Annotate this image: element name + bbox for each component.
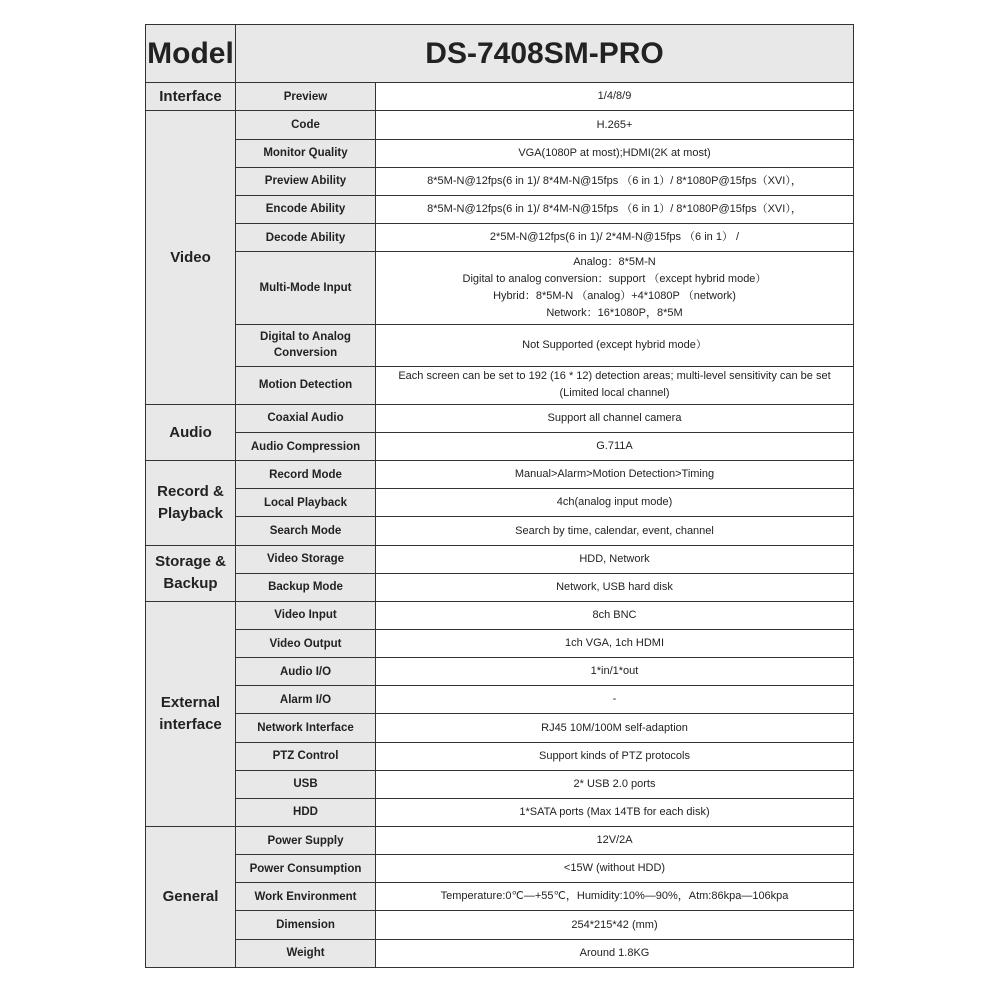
spec-value bbox=[376, 489, 854, 517]
text-line: G.711A bbox=[596, 440, 633, 453]
text-line: Coaxial Audio bbox=[267, 412, 344, 425]
text-line: RJ45 10M/100M self-adaption bbox=[541, 721, 688, 734]
text-line: 12V/2A bbox=[596, 834, 633, 847]
category-cell bbox=[146, 404, 236, 460]
spec-row bbox=[146, 601, 854, 629]
text-line: Local Playback bbox=[263, 496, 348, 509]
spec-label bbox=[236, 911, 376, 939]
spec-row bbox=[146, 111, 854, 139]
spec-label bbox=[236, 139, 376, 167]
text-line: VGA(1080P at most);HDMI(2K at most) bbox=[518, 146, 711, 159]
text-line: Video Output bbox=[269, 637, 342, 650]
spec-label bbox=[236, 111, 376, 139]
text-line: 1/4/8/9 bbox=[597, 90, 632, 103]
spec-value bbox=[376, 855, 854, 883]
spec-label bbox=[236, 686, 376, 714]
spec-label bbox=[236, 517, 376, 545]
spec-row bbox=[146, 324, 854, 366]
spec-value bbox=[376, 461, 854, 489]
spec-value bbox=[376, 167, 854, 195]
spec-row bbox=[146, 573, 854, 601]
spec-value bbox=[376, 939, 854, 967]
spec-value bbox=[376, 324, 854, 366]
text-line: Alarm I/O bbox=[279, 693, 332, 706]
spec-label bbox=[236, 855, 376, 883]
spec-label bbox=[236, 883, 376, 911]
spec-row bbox=[146, 883, 854, 911]
text-line: Analog：8*5M-N bbox=[573, 255, 656, 268]
spec-label bbox=[236, 742, 376, 770]
text-line: Digital to Analog bbox=[260, 331, 351, 344]
spec-label bbox=[236, 939, 376, 967]
text-line: Encode Ability bbox=[265, 203, 346, 216]
category-cell bbox=[146, 461, 236, 545]
text-line: Support all channel camera bbox=[547, 411, 682, 424]
text-line: <15W (without HDD) bbox=[563, 862, 666, 875]
spec-value bbox=[376, 404, 854, 432]
spec-label bbox=[236, 601, 376, 629]
spec-row bbox=[146, 827, 854, 855]
spec-value bbox=[376, 573, 854, 601]
text-line: Network, USB hard disk bbox=[556, 580, 673, 593]
spec-value bbox=[376, 742, 854, 770]
spec-row bbox=[146, 658, 854, 686]
spec-row bbox=[146, 404, 854, 432]
spec-label bbox=[236, 324, 376, 366]
spec-row bbox=[146, 461, 854, 489]
spec-value bbox=[376, 714, 854, 742]
text-line: Hybrid：8*5M-N （analog）+4*1080P （network) bbox=[493, 289, 736, 302]
spec-value bbox=[376, 83, 854, 111]
spec-label bbox=[236, 252, 376, 324]
category-cell bbox=[146, 111, 236, 404]
spec-label bbox=[236, 770, 376, 798]
spec-label bbox=[236, 658, 376, 686]
spec-label bbox=[236, 433, 376, 461]
spec-value bbox=[376, 366, 854, 404]
text-line: interface bbox=[159, 715, 222, 733]
model-label: Model bbox=[146, 25, 236, 83]
text-line: Manual>Alarm>Motion Detection>Timing bbox=[514, 468, 715, 481]
spec-label bbox=[236, 827, 376, 855]
text-line: Power Supply bbox=[267, 834, 344, 847]
text-line: USB bbox=[293, 778, 318, 791]
text-line: Video Input bbox=[274, 609, 337, 622]
text-line: Network Interface bbox=[257, 722, 354, 735]
spec-row bbox=[146, 224, 854, 252]
text-line: 1*SATA ports (Max 14TB for each disk) bbox=[519, 805, 710, 818]
header-row bbox=[146, 25, 854, 83]
model-value: DS-7408SM-PRO bbox=[236, 25, 854, 83]
text-line: 254*215*42 (mm) bbox=[571, 918, 658, 931]
spec-value bbox=[376, 630, 854, 658]
spec-value bbox=[376, 195, 854, 223]
text-line: Preview Ability bbox=[264, 175, 347, 188]
text-line: Record Mode bbox=[269, 468, 342, 481]
text-line: Audio I/O bbox=[279, 665, 332, 678]
text-line: 1*in/1*out bbox=[590, 665, 639, 678]
spec-label bbox=[236, 195, 376, 223]
spec-row bbox=[146, 686, 854, 714]
text-line: Around 1.8KG bbox=[579, 946, 650, 959]
spec-label bbox=[236, 167, 376, 195]
spec-row bbox=[146, 911, 854, 939]
spec-row bbox=[146, 139, 854, 167]
spec-row bbox=[146, 742, 854, 770]
spec-label bbox=[236, 404, 376, 432]
spec-row bbox=[146, 252, 854, 324]
spec-value bbox=[376, 601, 854, 629]
text-line: Each screen can be set to 192 (16 * 12) detection areas; multi-level sensitivity can be set bbox=[398, 370, 831, 383]
spec-label bbox=[236, 798, 376, 826]
spec-label bbox=[236, 630, 376, 658]
text-line: Record & bbox=[157, 482, 224, 500]
spec-label bbox=[236, 573, 376, 601]
text-line: Conversion bbox=[273, 347, 338, 360]
category-cell bbox=[146, 83, 236, 111]
spec-value bbox=[376, 224, 854, 252]
spec-label bbox=[236, 714, 376, 742]
text-line: Video bbox=[170, 248, 211, 266]
spec-row bbox=[146, 195, 854, 223]
spec-value bbox=[376, 827, 854, 855]
text-line: 2*5M-N@12fps(6 in 1)/ 2*4M-N@15fps （6 in 1） / bbox=[489, 231, 740, 244]
spec-value bbox=[376, 139, 854, 167]
text-line: Decode Ability bbox=[265, 231, 346, 244]
spec-row bbox=[146, 433, 854, 461]
text-line: Audio Compression bbox=[250, 440, 361, 453]
spec-value bbox=[376, 545, 854, 573]
text-line: Temperature:0℃—+55℃，Humidity:10%—90%，Atm:86kpa—106kpa bbox=[440, 890, 789, 903]
text-line: Search by time, calendar, event, channel bbox=[515, 524, 714, 537]
text-line: Search Mode bbox=[269, 525, 342, 538]
spec-row bbox=[146, 939, 854, 967]
text-line: Backup bbox=[163, 575, 218, 593]
text-line: Network：16*1080P，8*5M bbox=[546, 306, 683, 319]
spec-label bbox=[236, 366, 376, 404]
spec-value bbox=[376, 911, 854, 939]
spec-value bbox=[376, 770, 854, 798]
spec-row bbox=[146, 167, 854, 195]
text-line: Work Environment bbox=[254, 890, 357, 903]
text-line: 4ch(analog input mode) bbox=[556, 496, 673, 509]
text-line: H.265+ bbox=[596, 118, 633, 131]
category-cell bbox=[146, 827, 236, 968]
text-line: Video Storage bbox=[266, 553, 345, 566]
text-line: 2* USB 2.0 ports bbox=[573, 777, 656, 790]
spec-row bbox=[146, 855, 854, 883]
text-line: External bbox=[160, 693, 221, 711]
text-line: - bbox=[612, 693, 617, 706]
text-line: Playback bbox=[157, 504, 224, 522]
spec-value bbox=[376, 883, 854, 911]
spec-label bbox=[236, 224, 376, 252]
spec-label bbox=[236, 461, 376, 489]
text-line: Multi-Mode Input bbox=[259, 281, 352, 294]
spec-row bbox=[146, 798, 854, 826]
spec-value bbox=[376, 798, 854, 826]
spec-value bbox=[376, 433, 854, 461]
spec-row bbox=[146, 489, 854, 517]
spec-value bbox=[376, 658, 854, 686]
category-cell bbox=[146, 601, 236, 826]
text-line: 1ch VGA, 1ch HDMI bbox=[564, 637, 665, 650]
spec-row bbox=[146, 545, 854, 573]
text-line: HDD bbox=[293, 806, 318, 819]
spec-value bbox=[376, 686, 854, 714]
spec-value bbox=[376, 252, 854, 324]
spec-row bbox=[146, 517, 854, 545]
spec-label bbox=[236, 83, 376, 111]
text-line: Motion Detection bbox=[258, 379, 353, 392]
text-line: Dimension bbox=[276, 919, 335, 932]
text-line: Not Supported (except hybrid mode） bbox=[522, 338, 707, 351]
text-line: HDD, Network bbox=[579, 552, 650, 565]
text-line: PTZ Control bbox=[272, 750, 339, 763]
text-line: 8*5M-N@12fps(6 in 1)/ 8*4M-N@15fps （6 in 1）/ 8*1080P@15fps（XVI）， bbox=[427, 202, 802, 215]
text-line: Code bbox=[291, 119, 320, 131]
spec-table bbox=[145, 24, 854, 968]
text-line: Power Consumption bbox=[249, 862, 362, 875]
text-line: Monitor Quality bbox=[263, 147, 348, 160]
text-line: 8ch BNC bbox=[592, 608, 637, 621]
spec-row bbox=[146, 83, 854, 111]
text-line: Backup Mode bbox=[268, 581, 343, 594]
spec-value bbox=[376, 517, 854, 545]
text-line: Digital to analog conversion：support （except hybrid mode） bbox=[462, 272, 767, 285]
text-line: Weight bbox=[286, 947, 325, 960]
spec-label bbox=[236, 545, 376, 573]
text-line: General bbox=[162, 888, 219, 906]
spec-label bbox=[236, 489, 376, 517]
spec-row bbox=[146, 366, 854, 404]
spec-row bbox=[146, 630, 854, 658]
text-line: Audio bbox=[169, 423, 212, 441]
spec-row bbox=[146, 714, 854, 742]
text-line: Interface bbox=[159, 87, 222, 105]
text-line: Support kinds of PTZ protocols bbox=[538, 749, 690, 762]
text-line: (Limited local channel) bbox=[559, 387, 670, 400]
category-cell bbox=[146, 545, 236, 601]
spec-row bbox=[146, 770, 854, 798]
text-line: Storage & bbox=[155, 553, 226, 571]
spec-value bbox=[376, 111, 854, 139]
text-line: 8*5M-N@12fps(6 in 1)/ 8*4M-N@15fps （6 in 1）/ 8*1080P@15fps（XVI）， bbox=[427, 174, 802, 187]
text-line: Preview bbox=[283, 90, 328, 103]
